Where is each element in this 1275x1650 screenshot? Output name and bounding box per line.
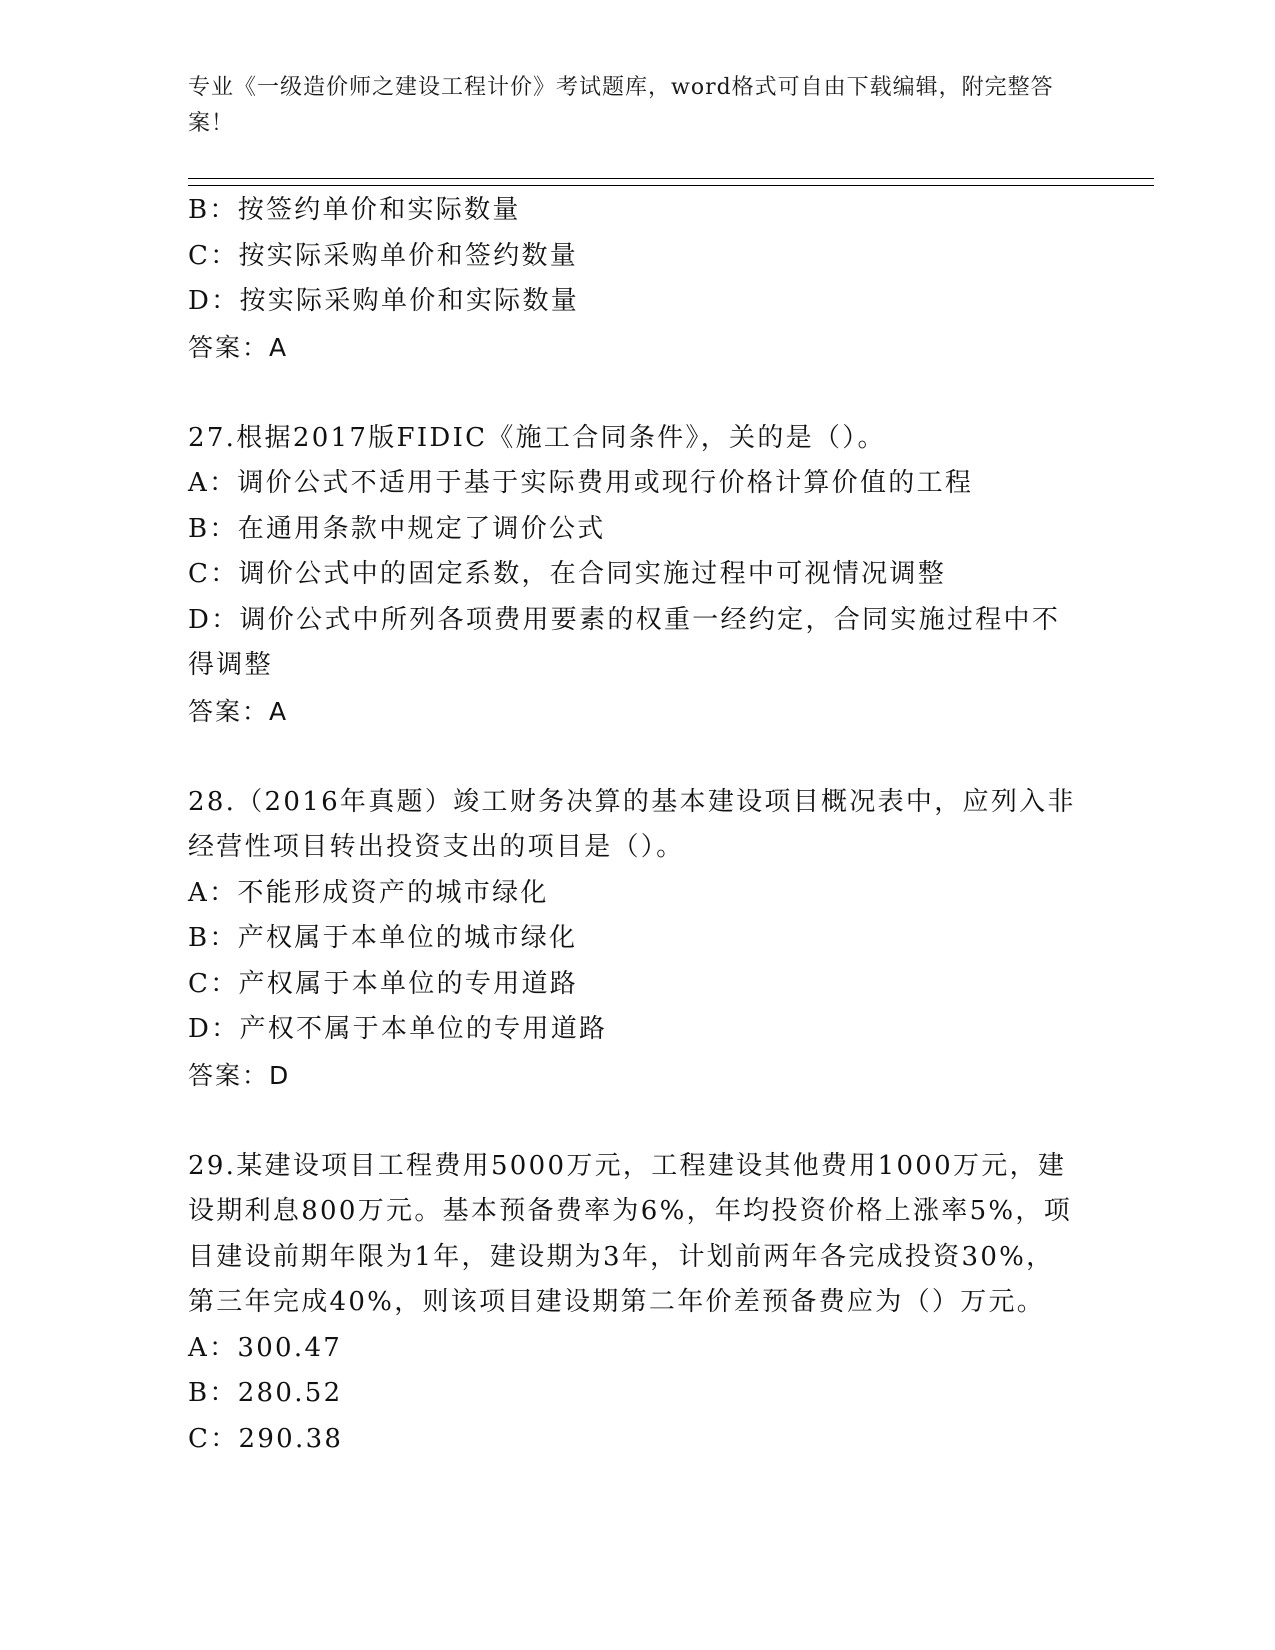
question-29 (188, 1144, 1078, 1463)
option-d: D：按实际采购单价和实际数量 (188, 286, 580, 316)
option-c: C：按实际采购单价和签约数量 (188, 240, 579, 271)
option-c: C：调价公式中的固定系数，在合同实施过程中可视情况调整 (188, 559, 946, 589)
option-a: A：不能形成资产的城市绿化 (188, 877, 549, 908)
option-c: C：290.38 (188, 1423, 344, 1454)
question-stem: 28.（2016年真题）竣工财务决算的基本建设项目概况表中，应列入非经营性项目转出投资支出的项目是（）。 (188, 786, 1076, 862)
option-d: D：产权不属于本单位的专用道路 (188, 1014, 608, 1044)
option-a: A：300.47 (188, 1332, 343, 1363)
option-b: B：在通用条款中规定了调价公式 (188, 513, 606, 544)
option-c: C：产权属于本单位的专用道路 (188, 968, 579, 999)
option-b: B：280.52 (188, 1378, 343, 1408)
document-body (188, 188, 1078, 1462)
answer-line: 答案：A (188, 696, 289, 726)
question-stem: 29.某建设项目工程费用5000万元，工程建设其他费用1000万元，建设期利息800万元。基本预备费率为6%，年均投资价格上涨率5%，项目建设前期年限为1年，建设期为3年，计划前两年各完成投资30%，第三年完成40%，则该项目建设期第二年价差预备费应为（）万元。 (188, 1150, 1073, 1317)
option-a: A：调价公式不适用于基于实际费用或现行价格计算价值的工程 (188, 468, 974, 498)
answer-line: 答案：A (188, 332, 289, 362)
header-divider (188, 178, 1154, 186)
answer-line: 答案：D (188, 1060, 291, 1090)
option-b: B：按签约单价和实际数量 (188, 195, 521, 225)
option-d: D：调价公式中所列各项费用要素的权重一经约定，合同实施过程中不得调整 (188, 604, 1061, 680)
question-28 (188, 780, 1078, 1099)
option-b: B：产权属于本单位的城市绿化 (188, 923, 578, 953)
question-stem: 27.根据2017版FIDIC《施工合同条件》，关的是（）。 (188, 422, 886, 453)
previous-question-tail (188, 188, 1078, 370)
document-header: 专业《一级造价师之建设工程计价》考试题库，word格式可自由下载编辑，附完整答案！ (188, 75, 1054, 136)
question-27 (188, 416, 1078, 735)
